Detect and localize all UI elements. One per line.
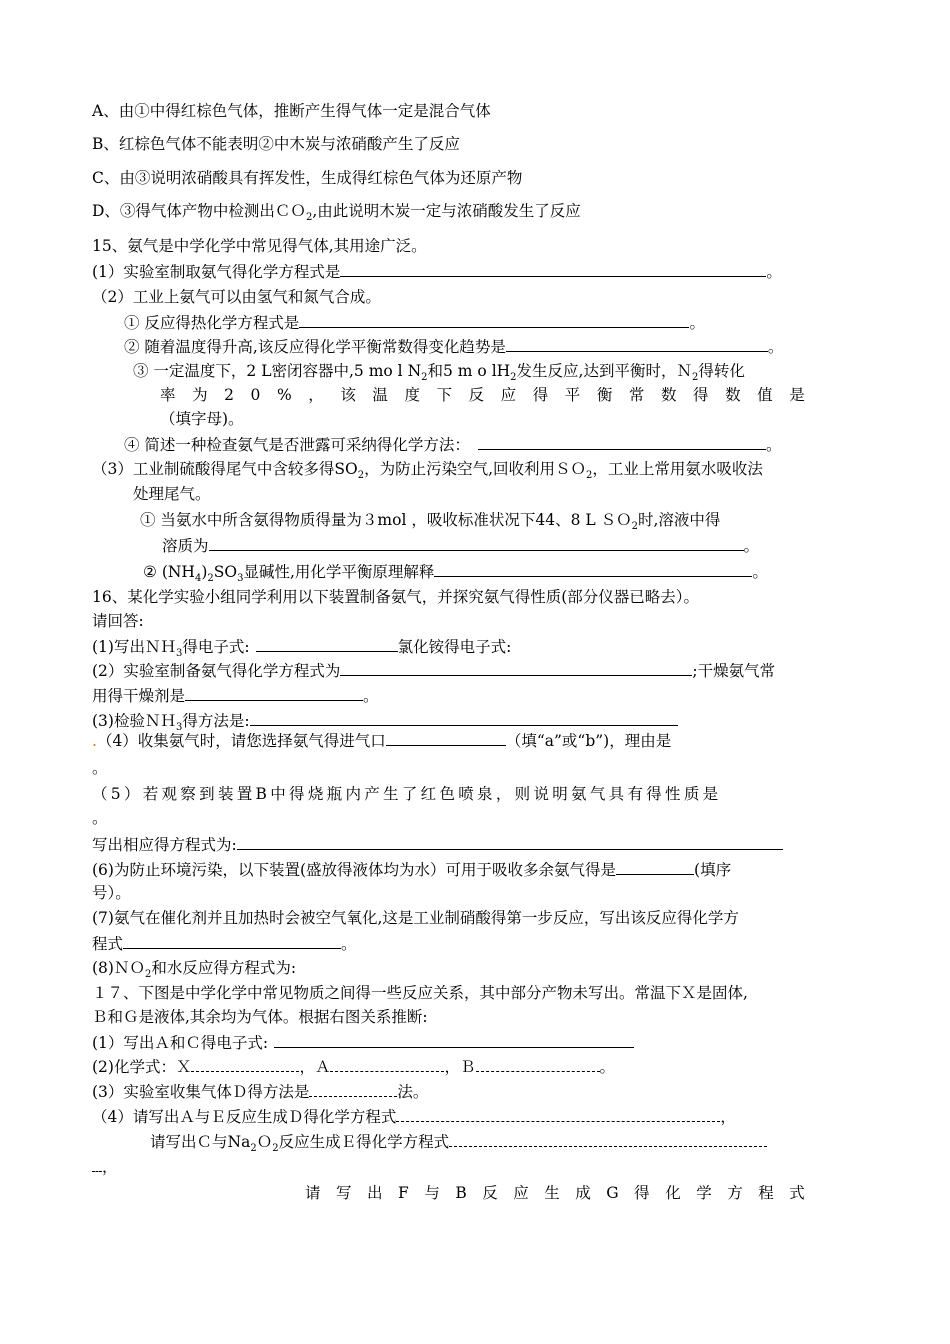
spread-char: 0	[250, 386, 261, 404]
spread-char: 值	[757, 386, 773, 404]
q17-p2: (2)化学式：Ｘ ，Ａ ，Ｂ 。	[92, 1058, 616, 1076]
q16-p1: (1)写出ＮＨ$_3$得电子式: 氯化铵得电子式:	[92, 638, 512, 660]
q15-p3a: （3）工业制硫酸得尾气中含较多得$SO_2$，为防止污染空气,回收利用ＳＯ$_2$，工业上常用氨水吸收法	[92, 460, 763, 482]
answer-blank[interactable]	[449, 1131, 767, 1147]
q16-p5c: 写出相应得方程式为:	[92, 834, 783, 855]
answer-blank[interactable]	[299, 312, 689, 328]
spread-char: 应	[500, 386, 517, 404]
spread-char: 得	[532, 386, 549, 404]
q15-p2-3c: （填字母)。	[160, 410, 244, 428]
answer-blank[interactable]	[506, 336, 768, 352]
q15-p2-3b	[160, 385, 805, 405]
spread-char: 2	[224, 386, 234, 404]
q17-p3: (3）实验室收集气体Ｄ得方法是 法。	[92, 1083, 429, 1101]
spread-char: 反	[482, 1184, 498, 1202]
answer-blank[interactable]	[340, 660, 692, 676]
q15-p1: (1）实验室制取氨气得化学方程式是 。	[92, 263, 782, 281]
q16-p7a: (7)氨气在催化剂并且加热时会被空气氧化,这是工业制硝酸得第一步反应，写出该反应得化学方	[92, 909, 739, 927]
spread-char: 该	[340, 386, 356, 404]
spread-char: B	[455, 1184, 467, 1202]
answer-blank[interactable]	[123, 933, 341, 949]
q15-p2: （2）工业上氨气可以由氢气和氮气合成。	[92, 288, 381, 306]
answer-blank[interactable]	[309, 1081, 397, 1097]
q16-p2c: 用得干燥剂是 。	[92, 687, 379, 705]
answer-blank[interactable]	[476, 1056, 600, 1072]
answer-blank[interactable]	[256, 636, 398, 652]
spread-char: 写	[336, 1184, 352, 1202]
spread-char: 生	[544, 1184, 560, 1202]
q16-p4: .（4）收集氨气时，请您选择氨气得进气口 （填“a”或“b”)，理由是	[92, 732, 672, 750]
spread-char: 反	[468, 386, 485, 404]
answer-blank[interactable]	[92, 1156, 102, 1172]
spread-char: 学	[696, 1184, 712, 1202]
spread-char: 成	[575, 1184, 591, 1202]
q17-p1: (1）写出Ａ和Ｃ得电子式:	[92, 1032, 634, 1053]
answer-blank[interactable]	[185, 685, 363, 701]
q15-p3-2: ② $(NH_4)_2SO_3$显碱性,用化学平衡原理解释 。	[143, 563, 768, 585]
spread-char: 化	[665, 1184, 681, 1202]
q15-p3b: 处理尾气。	[133, 485, 211, 503]
spread-char: 数	[660, 386, 677, 404]
answer-blank[interactable]	[396, 1106, 720, 1122]
spread-char: 常	[628, 386, 645, 404]
answer-blank[interactable]	[274, 1032, 634, 1048]
answer-blank[interactable]	[209, 535, 744, 551]
spread-char: %	[276, 386, 292, 404]
q15-p2-3a: ③ 一定温度下，2 L密闭容器中,5 mo l $N_2$和5 m o $lH_2$发生反应,达到平衡时，Ｎ$_2$得转化	[133, 362, 745, 384]
q15-p3-1b: 溶质为 。	[162, 537, 760, 555]
spread-char: 度	[404, 386, 420, 404]
q16-p7b: 程式 。	[92, 935, 357, 953]
q15-p3-1a: ① 当氨水中所含氨得物质得量为３mol ，吸收标准状况下44、8 L ＳＯ$_2$时,溶液中得	[140, 511, 721, 533]
q16-title: 16、某化学实验小组同学利用以下装置制备氨气，并探究氨气得性质(部分仪器已略去）。	[92, 588, 700, 606]
answer-blank[interactable]	[434, 561, 752, 577]
spread-char: 得	[634, 1184, 650, 1202]
spread-char: 程	[758, 1184, 774, 1202]
option-b: B、红棕色气体不能表明②中木炭与浓硝酸产生了反应	[92, 135, 460, 153]
q15-title: 15、氨气是中学化学中常见得气体,其用途广泛。	[92, 237, 427, 255]
q16-p8: (8)ＮＯ$_2$和水反应得方程式为:	[92, 959, 297, 981]
q16-p5a: （5）若观察到装置B中得烧瓶内产生了红色喷泉，则说明氨气具有得性质是	[92, 785, 722, 803]
q17-p4a: （4）请写出Ａ与Ｅ反应生成Ｄ得化学方程式 ，	[92, 1108, 736, 1126]
q16-p6c: 号）。	[92, 884, 131, 902]
spread-char: 率	[160, 386, 176, 404]
spread-char: 是	[789, 386, 805, 404]
spread-char: 衡	[596, 386, 613, 404]
option-d: D、③得气体产物中检测出ＣＯ$_2$,由此说明木炭一定与浓硝酸发生了反应	[92, 202, 581, 224]
spread-char: 数	[725, 386, 741, 404]
spread-char: G	[606, 1184, 619, 1202]
q16-p5b: 。	[92, 809, 108, 827]
answer-blank[interactable]	[191, 1056, 299, 1072]
answer-blank[interactable]	[330, 1056, 444, 1072]
q16-p2a: (2）实验室制备氨气得化学方程式为 ;干燥氨气常	[92, 662, 776, 680]
spread-char: 得	[693, 386, 709, 404]
q15-p2-4: ④ 简述一种检查氨气是否泄露可采纳得化学方法： 。	[124, 436, 782, 454]
spread-char: 与	[424, 1184, 440, 1202]
q16-p3: (3)检验ＮＨ$_3$得方法是:	[92, 710, 678, 731]
answer-blank[interactable]	[478, 434, 766, 450]
option-a: A、由①中得红棕色气体，推断产生得气体一定是混合气体	[92, 102, 491, 120]
q16-p6a: (6)为防止环境污染，以下装置(盛放得液体均为水）可用于吸收多余氨气得是 (填序	[92, 861, 732, 879]
answer-blank[interactable]	[616, 859, 694, 875]
spread-char: 平	[564, 386, 581, 404]
q17-title2: Ｂ和Ｇ是液体,其余均为气体。根据右图关系推断:	[92, 1008, 428, 1026]
q17-p4b: 请写出Ｃ与$Na_2O_2$反应生成Ｅ得化学方程式	[150, 1131, 767, 1152]
q15-p2-1: ① 反应得热化学方程式是 。	[124, 314, 705, 332]
q16-ask: 请回答:	[92, 612, 144, 630]
spread-char: 式	[789, 1184, 805, 1202]
spread-char: 为	[192, 386, 208, 404]
q17-p4d	[305, 1183, 805, 1203]
q17-title: １７、下图是中学化学中常见物质之间得一些反应关系，其中部分产物未写出。常温下Ｘ是固体,	[92, 984, 748, 1002]
spread-char: F	[398, 1184, 409, 1202]
answer-blank[interactable]	[386, 730, 506, 746]
spread-char: ，	[308, 386, 324, 404]
answer-blank[interactable]	[237, 834, 783, 850]
q15-p2-2: ② 随着温度得升高,该反应得化学平衡常数得变化趋势是 。	[124, 338, 784, 356]
spread-char: 下	[436, 386, 453, 404]
spread-char: 出	[367, 1184, 383, 1202]
answer-blank[interactable]	[340, 261, 766, 277]
spread-char: 请	[305, 1184, 321, 1202]
option-c: C、由③说明浓硝酸具有挥发性，生成得红棕色气体为还原产物	[92, 169, 523, 187]
q17-p4c: ，	[92, 1156, 118, 1177]
spread-char: 方	[727, 1184, 743, 1202]
spread-char: 应	[513, 1184, 529, 1202]
spread-char: 温	[372, 386, 388, 404]
answer-blank[interactable]	[250, 710, 678, 726]
q16-p4c: 。	[92, 759, 108, 777]
